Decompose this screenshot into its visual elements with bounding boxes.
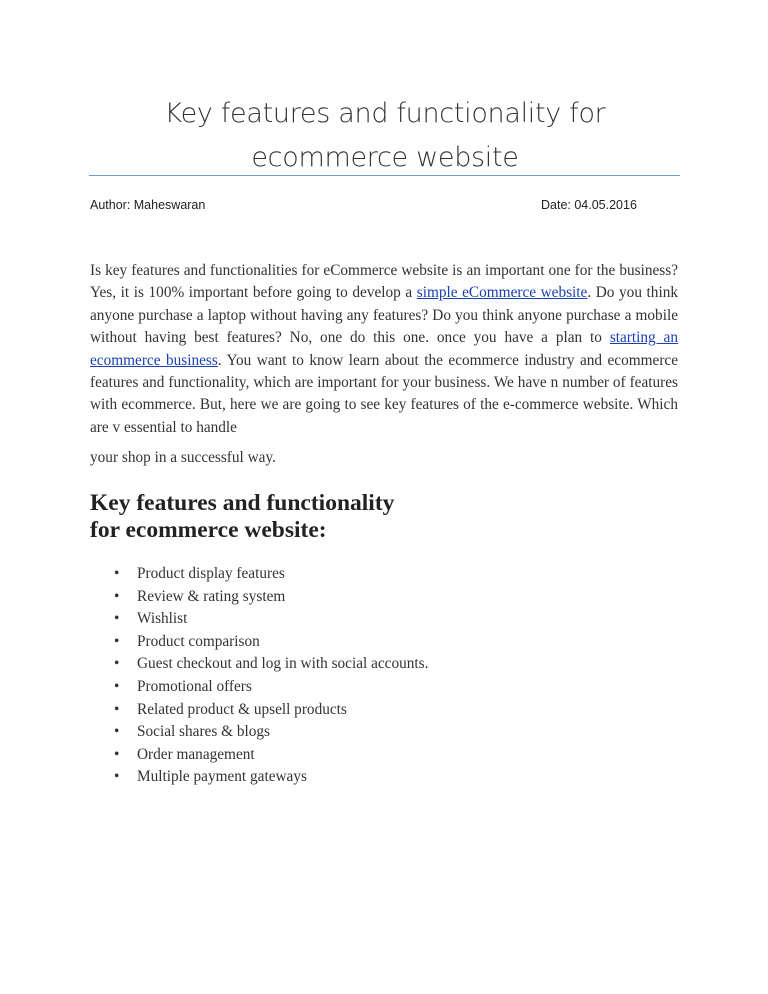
section-heading-line-1: Key features and functionality bbox=[90, 490, 395, 516]
list-item bbox=[112, 653, 428, 676]
list-item-label: Product display features bbox=[137, 565, 285, 582]
list-item bbox=[112, 699, 428, 722]
list-item-label: Review & rating system bbox=[137, 587, 286, 605]
intro-text-3: . You want to know learn about the ecommerce industry and ecommerce features and functionality, which are important for your business. We have n number of features with ecommerce. But, here we are going to see key features of the e-commerce website. Which are v essential to handle bbox=[90, 351, 678, 436]
list-item bbox=[112, 744, 428, 767]
document-title bbox=[90, 92, 680, 180]
bullet-icon: • bbox=[114, 677, 120, 695]
list-item bbox=[112, 721, 428, 744]
bullet-icon: • bbox=[114, 723, 120, 741]
bullet-icon: • bbox=[114, 768, 120, 786]
list-item-label: Social shares & blogs bbox=[137, 723, 270, 741]
list-item bbox=[112, 563, 428, 586]
starting-ecommerce-business-link[interactable]: starting an ecommerce business bbox=[90, 329, 678, 369]
bullet-icon: • bbox=[114, 745, 120, 763]
list-item-label: Order management bbox=[137, 745, 255, 763]
bullet-icon: • bbox=[114, 587, 120, 605]
list-item-label: Product comparison bbox=[137, 632, 260, 650]
bullet-icon: • bbox=[114, 565, 120, 582]
section-heading bbox=[90, 490, 510, 544]
simple-ecommerce-website-link[interactable]: simple eCommerce website bbox=[416, 284, 588, 302]
intro-text-1: Is key features and functionalities for eCommerce website is an important one for the business? Yes, it is 100% important before going to develop a bbox=[90, 262, 678, 302]
bullet-icon: • bbox=[114, 632, 120, 650]
list-item-label: Multiple payment gateways bbox=[137, 768, 307, 786]
document-title-line-2: ecommerce website bbox=[251, 142, 519, 173]
bullet-icon: • bbox=[114, 610, 120, 628]
document-title-line-1: Key features and functionality for bbox=[164, 98, 606, 129]
date-label: Date: 04.05.2016 bbox=[541, 198, 637, 212]
title-divider bbox=[89, 175, 680, 176]
intro-paragraph bbox=[90, 260, 678, 470]
features-list bbox=[112, 563, 428, 789]
intro-last-line: your shop in a successful way. bbox=[90, 449, 276, 467]
list-item bbox=[112, 631, 428, 654]
list-item-label: Wishlist bbox=[137, 610, 188, 628]
bullet-icon: • bbox=[114, 700, 120, 718]
list-item-label: Promotional offers bbox=[137, 677, 252, 695]
author-label: Author: Maheswaran bbox=[90, 198, 206, 212]
intro-body bbox=[90, 260, 678, 439]
list-item-label: Related product & upsell products bbox=[137, 700, 347, 718]
list-item bbox=[112, 766, 428, 789]
list-item-label: Guest checkout and log in with social accounts. bbox=[137, 655, 429, 673]
list-item bbox=[112, 608, 428, 631]
list-item bbox=[112, 586, 428, 609]
section-heading-line-2: for ecommerce website: bbox=[90, 517, 327, 543]
list-item bbox=[112, 676, 428, 699]
intro-text-2: . Do you think anyone purchase a laptop without having any features? Do you think anyone purchase a mobile without having best features? No, one do this one. once you have a plan to bbox=[90, 284, 678, 347]
bullet-icon: • bbox=[114, 655, 120, 673]
